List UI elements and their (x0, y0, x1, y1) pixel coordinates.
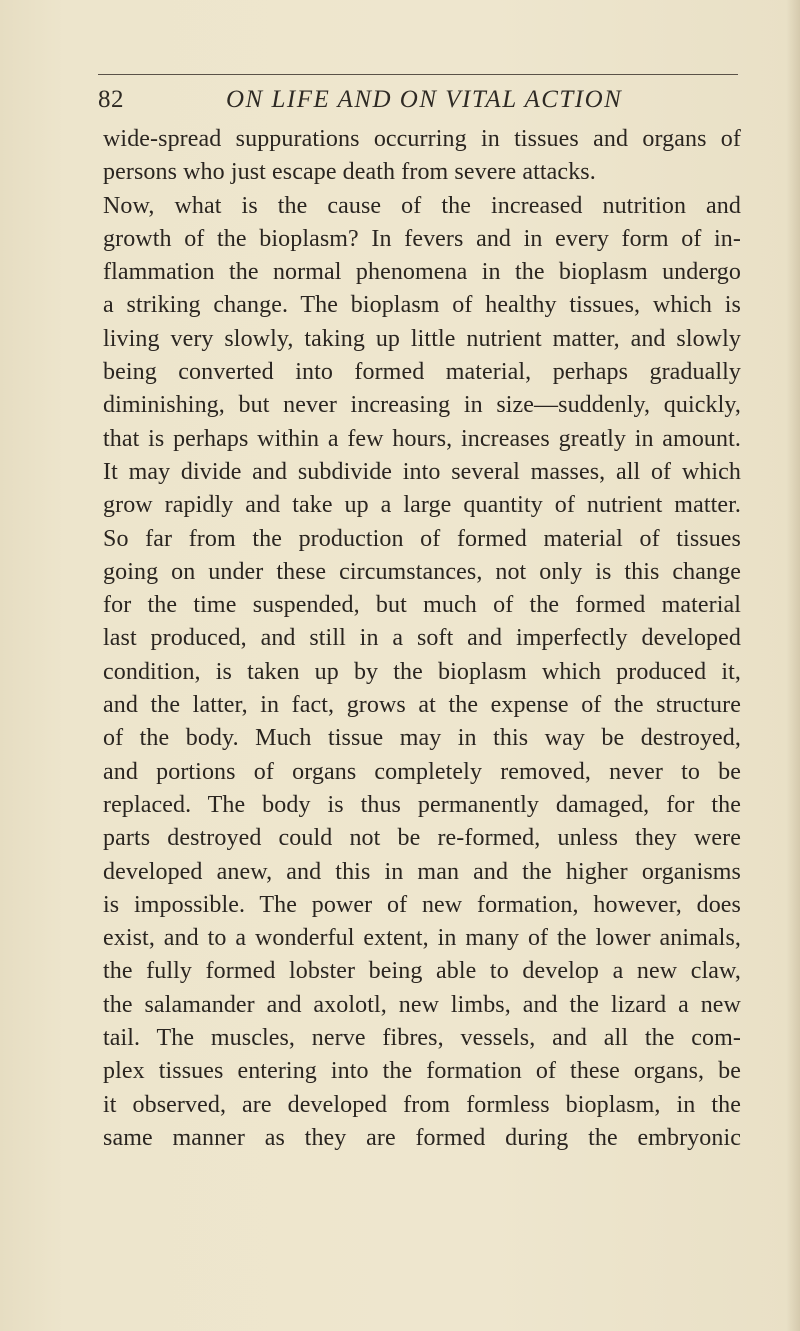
text-line: So far from the production of formed material of tissues (103, 525, 741, 552)
text-line: plex tissues entering into the formation of these organs, be (103, 1058, 741, 1085)
text-line: the salamander and axolotl, new limbs, and the lizard a new (103, 991, 741, 1018)
text-line: grow rapidly and take up a large quantity of nutrient matter. (103, 492, 741, 519)
body-text (103, 123, 741, 1155)
text-line: for the time suspended, but much of the formed material (103, 592, 741, 619)
text-line: persons who just escape death from severe attacks. (103, 159, 596, 186)
text-line: replaced. The body is thus permanently damaged, for the (103, 791, 741, 818)
running-title: ON LIFE AND ON VITAL ACTION (226, 86, 623, 113)
text-line: last produced, and still in a soft and imperfectly developed (103, 625, 741, 652)
text-line: a striking change. The bioplasm of healthy tissues, which is (103, 292, 741, 319)
text-line: it observed, are developed from formless bioplasm, in the (103, 1091, 741, 1118)
text-line: parts destroyed could not be re-formed, unless they were (103, 825, 741, 852)
header-rule (98, 74, 738, 75)
text-line: going on under these circumstances, not only is this change (103, 558, 741, 585)
text-line: living very slowly, taking up little nutrient matter, and slowly (103, 325, 741, 352)
text-line: It may divide and subdivide into several masses, all of which (103, 458, 741, 485)
text-line: of the body. Much tissue may in this way be destroyed, (103, 725, 741, 752)
text-line: and portions of organs completely removed, never to be (103, 758, 741, 785)
page-edge-shadow (786, 0, 800, 1331)
text-line: wide-spread suppurations occurring in tissues and organs of (103, 126, 741, 152)
text-line: that is perhaps within a few hours, increases greatly in amount. (103, 425, 741, 452)
text-line: same manner as they are formed during the embryonic (103, 1124, 741, 1151)
page-number: 82 (98, 86, 124, 113)
text-line: condition, is taken up by the bioplasm which produced it, (103, 658, 741, 685)
text-line: is impossible. The power of new formation, however, does (103, 891, 741, 918)
text-line: and the latter, in fact, grows at the expense of the structure (103, 692, 741, 719)
text-line: developed anew, and this in man and the higher organisms (103, 858, 741, 885)
text-line: growth of the bioplasm? In fevers and in every form of in- (103, 225, 741, 252)
text-line: flammation the normal phenomena in the bioplasm undergo (103, 259, 741, 286)
text-line: Now, what is the cause of the increased nutrition and (103, 192, 741, 219)
text-line: tail. The muscles, nerve fibres, vessels, and all the com- (103, 1025, 741, 1052)
text-line: diminishing, but never increasing in size—suddenly, quickly, (103, 392, 741, 419)
text-line: being converted into formed material, perhaps gradually (103, 359, 741, 386)
text-line: the fully formed lobster being able to develop a new claw, (103, 958, 741, 985)
text-line: exist, and to a wonderful extent, in many of the lower animals, (103, 925, 741, 952)
